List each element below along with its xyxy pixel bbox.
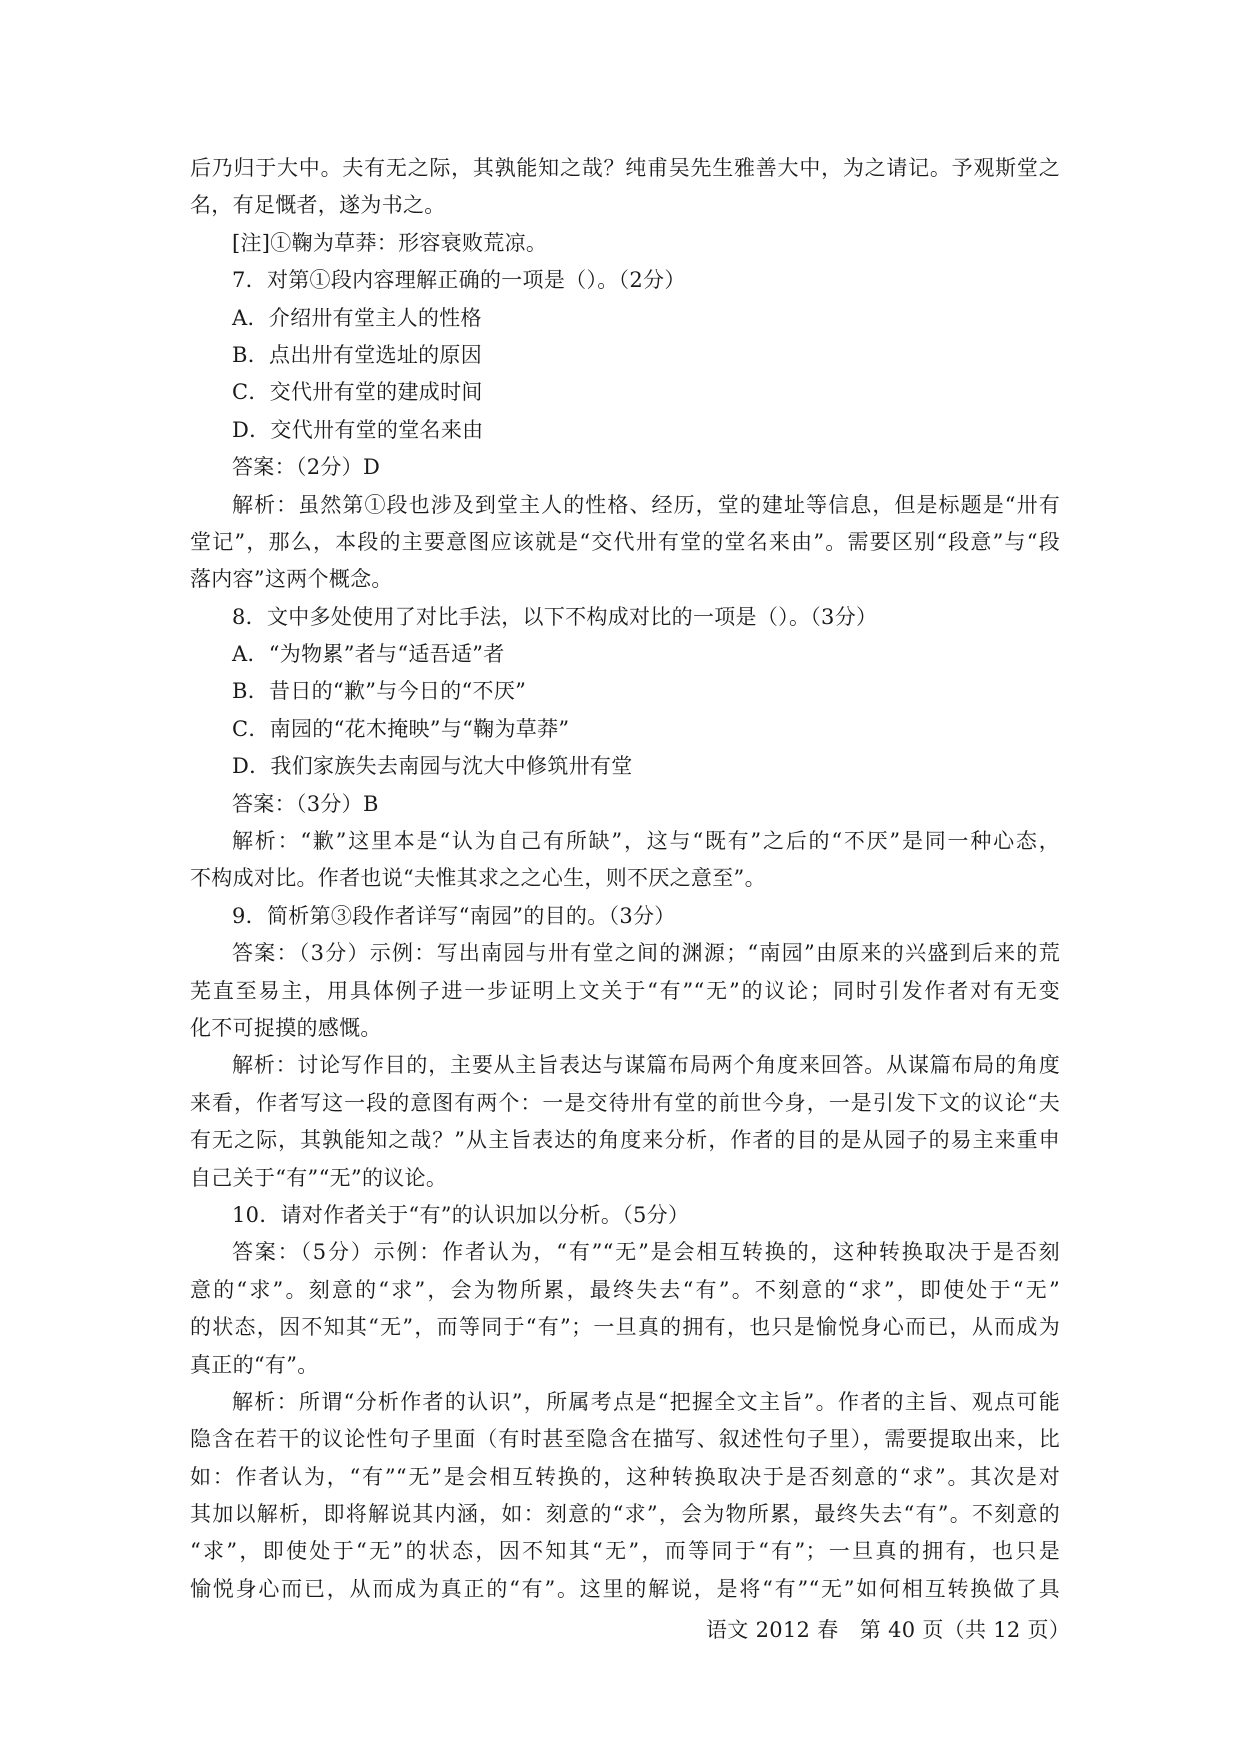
option-a: A．介绍卅有堂主人的性格	[232, 305, 482, 330]
option-b: B．昔日的“歉”与今日的“不厌”	[232, 679, 527, 704]
text-line: 真正的“有”。	[190, 1352, 319, 1377]
answer-line: 答案：（3分）示例：写出南园与卅有堂之间的渊源；“南园”由原来的兴盛到后来的荒	[232, 941, 1060, 966]
analysis-line: 解析：虽然第①段也涉及到堂主人的性格、经历，堂的建址等信息，但是标题是“卅有	[232, 492, 1060, 517]
text-line: 堂记”，那么，本段的主要意图应该就是“交代卅有堂的堂名来由”。需要区别“段意”与“段	[190, 529, 1060, 554]
answer-line: 答案：（5分）示例：作者认为，“有”“无”是会相互转换的，这种转换取决于是否刻	[232, 1240, 1060, 1265]
text-line: 化不可捉摸的感慨。	[190, 1015, 382, 1040]
note-line: [注]①鞠为草莽：形容衰败荒凉。	[232, 230, 548, 255]
text-line: 后乃归于大中。夫有无之际，其孰能知之哉？纯甫吴先生雅善大中，为之请记。予观斯堂之	[190, 156, 1060, 180]
analysis-line: 解析：所谓“分析作者的认识”，所属考点是“把握全文主旨”。作者的主旨、观点可能	[232, 1389, 1060, 1414]
page-footer: 语文 2012 春 第 40 页（共 12 页）	[706, 1618, 1071, 1642]
text-line: 自己关于“有”“无”的议论。	[190, 1165, 448, 1190]
text-line: 的状态，因不知其“无”，而等同于“有”；一旦真的拥有，也只是愉悦身心而已，从而成为	[190, 1315, 1060, 1340]
option-a: A．“为物累”者与“适吾适”者	[232, 642, 505, 667]
text-line: 愉悦身心而已，从而成为真正的“有”。这里的解说，是将“有”“无”如何相互转换做了具	[190, 1576, 1060, 1601]
answer-line: 答案：（2分）D	[232, 455, 381, 480]
page-body	[190, 150, 1060, 1608]
text-line: 落内容”这两个概念。	[190, 567, 393, 592]
analysis-line: 解析：讨论写作目的，主要从主旨表达与谋篇布局两个角度来回答。从谋篇布局的角度	[232, 1053, 1060, 1078]
text-line: 其加以解析，即将解说其内涵，如：刻意的“求”，会为物所累，最终失去“有”。不刻意的	[190, 1502, 1060, 1527]
option-c: C．交代卅有堂的建成时间	[232, 380, 483, 405]
text-line: 名，有足慨者，遂为书之。	[190, 193, 446, 218]
analysis-line: 解析：“歉”这里本是“认为自己有所缺”，这与“既有”之后的“不厌”是同一种心态，	[232, 829, 1060, 854]
text-line: “求”，即使处于“无”的状态，因不知其“无”，而等同于“有”；一旦真的拥有，也只是	[190, 1539, 1060, 1564]
option-d: D．交代卅有堂的堂名来由	[232, 417, 484, 442]
option-c: C．南园的“花木掩映”与“鞠为草莽”	[232, 716, 570, 741]
question-8: 8．文中多处使用了对比手法，以下不构成对比的一项是（）。（3分）	[232, 604, 878, 629]
text-line: 如：作者认为，“有”“无”是会相互转换的，这种转换取决于是否刻意的“求”。其次是对	[190, 1464, 1060, 1489]
option-d: D．我们家族失去南园与沈大中修筑卅有堂	[232, 754, 633, 779]
option-b: B．点出卅有堂选址的原因	[232, 342, 483, 367]
text-line: 来看，作者写这一段的意图有两个：一是交待卅有堂的前世今身，一是引发下文的议论“夫	[190, 1090, 1060, 1115]
question-10: 10．请对作者关于“有”的认识加以分析。（5分）	[232, 1202, 690, 1227]
text-line: 芜直至易主，用具体例子进一步证明上文关于“有”“无”的议论；同时引发作者对有无变	[190, 978, 1060, 1003]
question-9: 9．简析第③段作者详写“南园”的目的。（3分）	[232, 903, 676, 928]
text-line: 不构成对比。作者也说“夫惟其求之之心生，则不厌之意至”。	[190, 866, 766, 891]
question-7: 7．对第①段内容理解正确的一项是（）。（2分）	[232, 268, 686, 293]
answer-line: 答案：（3分）B	[232, 791, 379, 816]
text-line: 隐含在若干的议论性句子里面（有时甚至隐含在描写、叙述性句子里），需要提取出来，比	[190, 1427, 1060, 1452]
text-line: 有无之际，其孰能知之哉？”从主旨表达的角度来分析，作者的目的是从园子的易主来重申	[190, 1128, 1060, 1153]
text-line: 意的“求”。刻意的“求”，会为物所累，最终失去“有”。不刻意的“求”，即使处于“无”	[190, 1277, 1060, 1302]
